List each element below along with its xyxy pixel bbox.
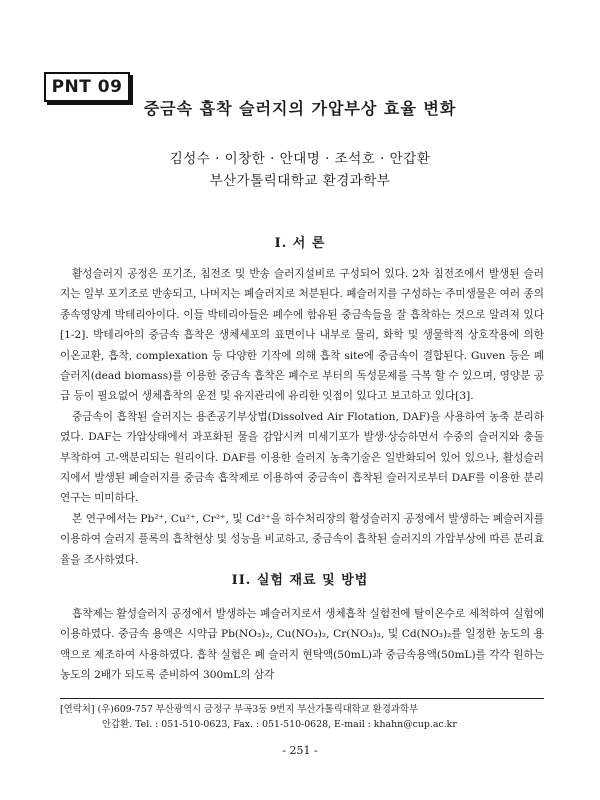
paper-id-badge: PNT 09 xyxy=(44,72,130,102)
paragraph: 흡착제는 활성슬러지 공정에서 발생하는 폐슬러지로서 생체흡착 실험전에 탈이온수로 세척하여 실험에 이용하였다. 중금속 용액은 시약급 Pb(NO₃)₂, Cu(NO₃)₂, Cr(NO₃)₃, 및 Cd(NO₃)₂를 일정한 농도의 용액으로 제조하여 사용하였다. 흡착 실험은 폐 슬러지 현탁액(50mL)과 중금속용액(50mL)를 각각 원하는 농도의 2배가 되도록 준비하여 300mL의 삼각 xyxy=(60,608,544,682)
section-heading-introduction: I. 서 론 xyxy=(274,236,326,251)
section-heading-methods: II. 실험 재료 및 방법 xyxy=(231,573,369,588)
footnote-line: 안갑환. Tel. : 051-510-0623, Fax. : 051-510-0628, E-mail : khahn@cup.ac.kr xyxy=(102,719,457,730)
paragraph: 본 연구에서는 Pb²⁺, Cu²⁺, Cr²⁺, 및 Cd²⁺을 하수처리장의 활성슬러지 공정에서 발생하는 폐슬러지를 이용하여 슬러지 플록의 흡착현상 및 성능을 비교하고, 중금속이 흡착된 슬러지의 가압부상에 따른 분리효율을 조사하였다. xyxy=(60,512,544,566)
section-body-methods xyxy=(60,604,544,686)
footnote-divider xyxy=(60,698,544,699)
footnote-line: [연락처] (우)609-757 부산광역시 금정구 부곡3동 9번지 부산가톨릭대학교 환경과학부 xyxy=(60,704,419,715)
section-body-introduction xyxy=(60,264,544,570)
page-number: - 251 - xyxy=(282,744,318,757)
paragraph: 활성슬러지 공정은 포기조, 침전조 및 반송 슬러지설비로 구성되어 있다. 2차 침전조에서 발생된 슬러지는 일부 포기조로 반송되고, 나머지는 폐슬러지로 처분된다. 폐슬러지를 구성하는 주미생물은 여러 종의 종속영양계 박테리아이다. 이들 박테리아들은 폐수에 함유된 중금속들을 잘 흡착하는 것으로 알려져 있다[1-2]. 박테리아의 중금속 흡착은 생체세포의 표면이나 내부로 물리, 화학 및 생물학적 상호작용에 의한 이온교환, 흡착, complexation 등 다양한 기작에 의해 흡착 site에 중금속이 결합된다. Guven 등은 폐슬러지(dead biomass)를 이용한 중금속 흡착은 폐수로 부터의 독성문제를 극복 할 수 있으며, 영양분 공급 등이 필요없어 생체흡착의 운전 및 유지관리에 유리한 잇점이 있다고 보고하고 있다[3]. xyxy=(60,268,544,403)
author-list: 김성수 · 이창한 · 안대명 · 조석호 · 안갑환 xyxy=(169,151,431,167)
paper-title: 중금속 흡착 슬러지의 가압부상 효율 변화 xyxy=(143,99,457,118)
affiliation: 부산가톨릭대학교 환경과학부 xyxy=(209,173,391,189)
paragraph: 중금속이 흡착된 슬러지는 용존공기부상법(Dissolved Air Flotation, DAF)을 사용하여 농축 분리하였다. DAF는 가압상태에서 과포화된 물을 감압시켜 미세기포가 발생·상승하면서 수중의 슬러지와 충돌 부착하여 고-액분리되는 원리이다. DAF를 이용한 슬러지 농축기술은 일반화되어 있어 있으나, 활성슬러지에서 발생된 폐슬러지를 중금속 흡착제로 이용하여 중금속이 흡착된 슬러지로부터 DAF를 이용한 분리 연구는 미미하다. xyxy=(60,410,544,505)
contact-footnote xyxy=(60,702,544,732)
